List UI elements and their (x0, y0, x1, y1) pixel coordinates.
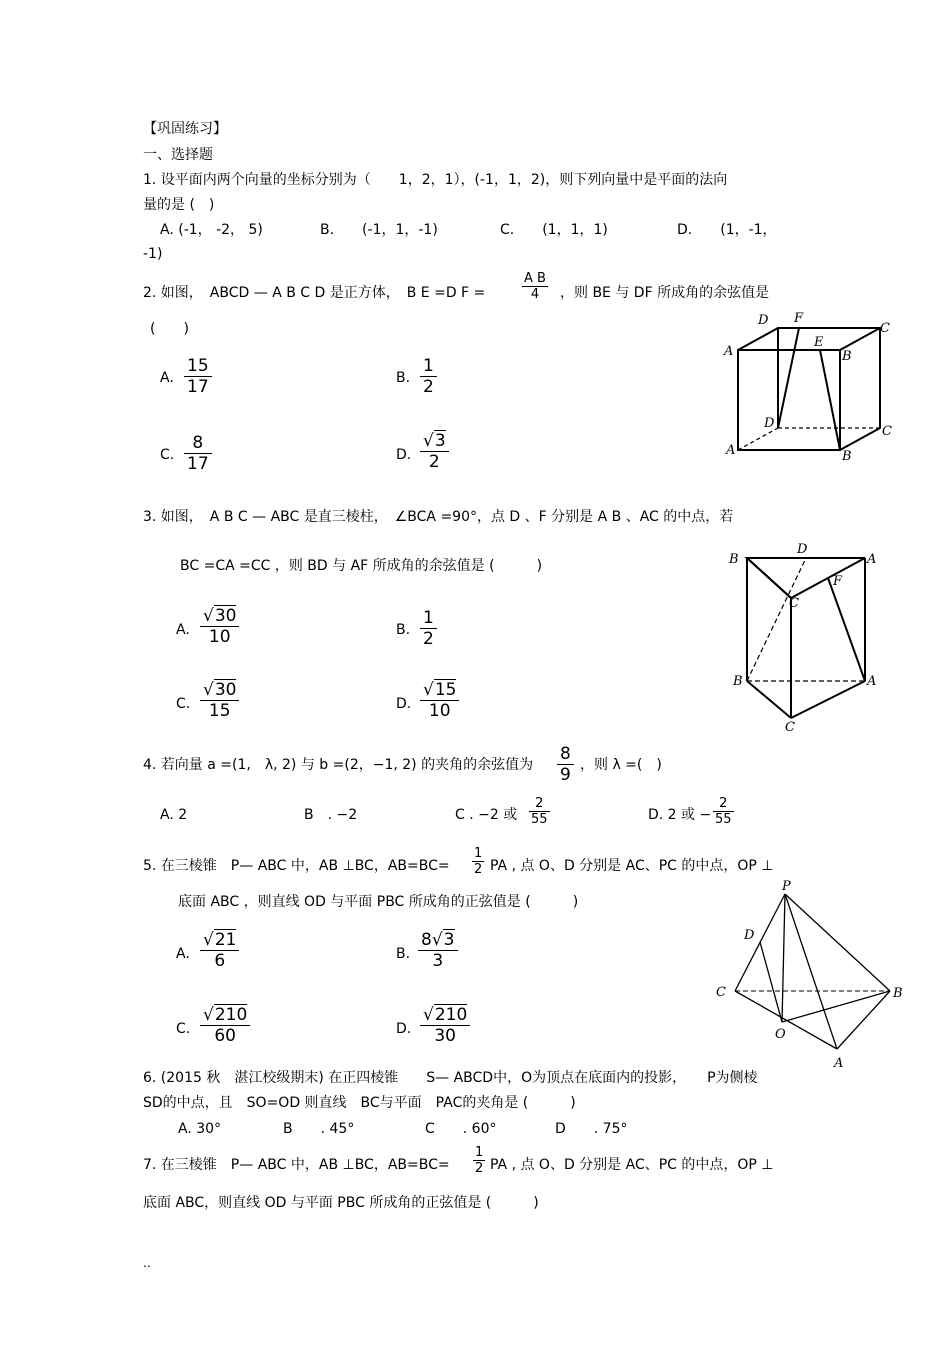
q5-pyramid-figure (712, 872, 912, 1072)
fig3-label-b1: B (729, 552, 739, 567)
q5-stem-c: 底面 ABC ，则直线 OD 与平面 PBC 所成角的正弦值是 ( ) (178, 894, 579, 910)
fig3-label-c: C (785, 720, 795, 735)
q5-a-den: 6 (200, 950, 239, 971)
q2-d-num: 3 (434, 431, 446, 451)
q1-line2: 量的是 ( ) (143, 197, 215, 213)
q5-stem-a: 5. 在三棱锥 P— ABC 中，AB ⊥BC，AB=BC= (143, 858, 450, 874)
fig3-label-a: A (867, 674, 877, 689)
q4-stem-fraction (557, 744, 574, 785)
q5-d-num: 210 (434, 1005, 468, 1025)
fig2-label-d1: D (758, 313, 769, 328)
q3-stem-b: BC =CA =CC ，则 BD 与 AF 所成角的余弦值是 ( ) (180, 558, 543, 574)
q2-option-d-value: $\frac{√3}{2}$ (420, 431, 449, 472)
fig5-label-c: C (716, 985, 726, 1000)
fig3-label-f1: F (833, 574, 843, 589)
q3-option-b-value (420, 608, 437, 649)
q1-option-b: B. (-1，1，-1) (320, 222, 438, 238)
fig2-label-c: C (882, 424, 892, 439)
q4-d-num: 2 (719, 796, 728, 811)
q5-option-c-value: $\frac{√210}{60}$ (200, 1005, 250, 1046)
q5-d-den: 30 (420, 1025, 470, 1046)
q7-frac-num: 1 (475, 1145, 484, 1160)
q7-frac-den: 2 (475, 1161, 484, 1176)
section-title: 【巩固练习】 (143, 121, 227, 137)
q2-d-den: 2 (420, 451, 449, 472)
q4-frac-den: 9 (557, 764, 574, 785)
fig2-label-a1: A (724, 344, 734, 359)
fig2-label-e1: E (814, 335, 824, 350)
q3-prism-figure (725, 535, 905, 735)
q3-a-num: 30 (214, 606, 237, 626)
q4-option-b: B . −2 (304, 807, 358, 823)
q5-option-b-label: B. (396, 946, 411, 962)
q3-option-c-value: $\frac{√30}{15}$ (200, 680, 239, 721)
q3-d-num: 15 (434, 680, 457, 700)
q6-line2: SD的中点，且 SO=OD 则直线 BC与平面 PAC的夹角是 ( ) (143, 1095, 576, 1111)
q2-c-num: 8 (192, 433, 204, 453)
q4-option-d-fraction (713, 796, 734, 827)
q5-option-a-value: $\frac{√21}{6}$ (200, 930, 239, 971)
q2-cube-figure (720, 308, 905, 463)
q6-option-d: D . 75° (555, 1121, 628, 1137)
q2-option-b-label: B. (396, 370, 411, 386)
q3-c-den: 15 (200, 700, 239, 721)
q5-b-coef: 8 (421, 930, 432, 950)
q2-fraction-den: 4 (522, 286, 548, 302)
q5-option-a-label: A. (176, 946, 190, 962)
q1-option-d-wrap: -1) (143, 246, 163, 262)
q2-paren: ( ) (150, 321, 189, 337)
q3-b-den: 2 (420, 628, 437, 649)
q5-a-num: 21 (214, 930, 237, 950)
q2-a-num: 15 (187, 356, 209, 376)
q3-option-d-value: $\frac{√15}{10}$ (420, 680, 459, 721)
page-footer-dots: .. (143, 1256, 151, 1270)
q4-stem-b: ，则 λ =( ) (580, 757, 662, 773)
q3-a-den: 10 (200, 626, 239, 647)
fig5-label-b: B (893, 986, 903, 1001)
q7-stem-a: 7. 在三棱锥 P— ABC 中，AB ⊥BC，AB=BC= (143, 1157, 450, 1173)
q7-stem-c: 底面 ABC，则直线 OD 与平面 PBC 所成角的正弦值是 ( ) (143, 1195, 539, 1211)
q3-d-den: 10 (420, 700, 459, 721)
q2-stem-b: ，则 BE 与 DF 所成角的余弦值是 (560, 285, 770, 301)
part-title: 一、选择题 (143, 147, 213, 163)
fig5-label-a: A (834, 1056, 844, 1071)
q2-stem-fraction (522, 271, 548, 302)
q2-option-a-value (184, 356, 212, 397)
q5-b-den: 3 (418, 950, 458, 971)
fig2-label-b: B (842, 449, 852, 463)
q2-option-c-label: C. (160, 447, 175, 463)
q4-option-a: A. 2 (160, 807, 188, 823)
fig2-label-a: A (726, 443, 736, 458)
q5-c-den: 60 (200, 1025, 250, 1046)
q2-fraction-num: A B (524, 271, 546, 286)
fig2-label-c1: C (880, 321, 890, 336)
q1-line1: 1. 设平面内两个向量的坐标分别为（ 1，2，1），(-1，1，2)，则下列向量中是平面的法向 (143, 172, 728, 188)
q4-option-c: C . −2 或 (455, 807, 518, 823)
q6-option-c: C . 60° (425, 1121, 497, 1137)
q1-option-c: C. (1，1，1) (500, 222, 608, 238)
q1-option-a: A. (-1， -2， 5) (160, 222, 263, 238)
fig3-label-b: B (733, 674, 743, 689)
fig5-label-d: D (744, 928, 755, 943)
q5-option-c-label: C. (176, 1021, 191, 1037)
q4-option-d: D. 2 或 − (648, 807, 712, 823)
q2-b-num: 1 (423, 356, 434, 376)
fig2-label-d: D (764, 416, 775, 431)
q5-stem-b: PA , 点 O、D 分别是 AC、PC 的中点，OP ⊥ (490, 858, 774, 874)
q5-option-b-value: $\frac{8√3}{3}$ (418, 930, 458, 971)
q7-stem-fraction (473, 1145, 485, 1176)
q4-frac-num: 8 (560, 744, 571, 764)
fig2-label-f1: F (794, 311, 804, 326)
q3-stem-a: 3. 如图， A B C — ABC 是直三棱柱， ∠BCA =90°，点 D 、F 分别是 A B 、AC 的中点，若 (143, 509, 734, 525)
q2-stem-a: 2. 如图， ABCD — A B C D 是正方体， B E =D F = (143, 285, 486, 301)
q2-option-c-value (184, 433, 212, 474)
q4-option-c-fraction (529, 796, 550, 827)
q3-option-d-label: D. (396, 696, 412, 712)
q3-b-num: 1 (423, 608, 434, 628)
q3-option-c-label: C. (176, 696, 191, 712)
fig2-label-b1: B (842, 349, 852, 364)
fig3-label-a1: A (867, 552, 877, 567)
fig5-label-p: P (782, 879, 791, 894)
q6-line1: 6. (2015 秋 湛江校级期末) 在正四棱锥 S— ABCD中，O为顶点在底面内的投影， P为侧棱 (143, 1070, 758, 1086)
q6-option-a: A. 30° (178, 1121, 222, 1137)
q2-c-den: 17 (184, 453, 212, 474)
fig3-label-c1: C (789, 596, 799, 611)
q4-c-num: 2 (535, 796, 544, 811)
q4-c-den: 55 (531, 812, 548, 827)
q5-c-num: 210 (214, 1005, 248, 1025)
q4-stem-a: 4. 若向量 a =(1, λ, 2) 与 b =(2，−1, 2) 的夹角的余弦值为 (143, 757, 534, 773)
q5-option-d-value: $\frac{√210}{30}$ (420, 1005, 470, 1046)
q6-option-b: B . 45° (283, 1121, 355, 1137)
fig3-label-d1: D (797, 542, 808, 557)
q3-c-num: 30 (214, 680, 237, 700)
q5-b-root: 3 (443, 930, 455, 950)
fig5-label-o: O (775, 1027, 786, 1042)
q3-option-a-label: A. (176, 622, 190, 638)
q2-option-d-label: D. (396, 447, 412, 463)
q5-option-d-label: D. (396, 1021, 412, 1037)
q5-stem-fraction (472, 846, 484, 877)
q1-option-d: D. (1，-1， (677, 222, 777, 238)
q2-b-den: 2 (420, 376, 437, 397)
q2-option-b-value (420, 356, 437, 397)
q7-stem-b: PA , 点 O、D 分别是 AC、PC 的中点，OP ⊥ (490, 1157, 774, 1173)
q3-option-b-label: B. (396, 622, 411, 638)
q2-a-den: 17 (184, 376, 212, 397)
q5-frac-den: 2 (474, 862, 483, 877)
q5-frac-num: 1 (474, 846, 483, 861)
q4-d-den: 55 (715, 812, 732, 827)
q2-option-a-label: A. (160, 370, 174, 386)
q3-option-a-value: $\frac{√30}{10}$ (200, 606, 239, 647)
